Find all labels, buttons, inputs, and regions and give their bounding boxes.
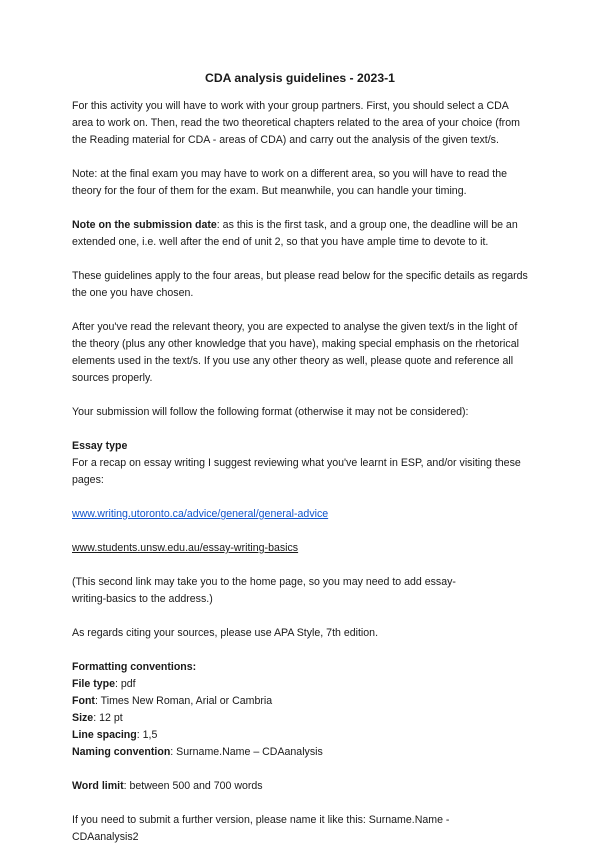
- word-limit-paragraph: [72, 778, 528, 795]
- word-limit-value: : between 500 and 700 words: [123, 780, 263, 792]
- size-line: [72, 710, 528, 727]
- exam-note-paragraph: Note: at the final exam you may have to work on a different area, so you will have to read the theory for the four of them for the exam. But meanwhile, you can handle your timing.: [72, 168, 507, 197]
- line-spacing-value: : 1,5: [136, 729, 158, 741]
- line-spacing-label: Line spacing: [72, 729, 137, 741]
- utoronto-link[interactable]: www.writing.utoronto.ca/advice/general/general-advice: [72, 508, 329, 520]
- submission-date-text: : as this is the first task, and a group one, the deadline will be an extended one, i.e. well after the end of unit 2, so that you have ample time to devote to it.: [72, 219, 518, 248]
- font-value: : Times New Roman, Arial or Cambria: [94, 695, 273, 707]
- naming-convention-line: [72, 744, 528, 761]
- line-spacing-line: [72, 727, 528, 744]
- naming-convention-value: : Surname.Name – CDAanalysis: [170, 746, 323, 758]
- font-line: [72, 693, 528, 710]
- essay-type-text: For a recap on essay writing I suggest reviewing what you've learnt in ESP, and/or visiting these pages:: [72, 457, 521, 486]
- citing-paragraph: As regards citing your sources, please use APA Style, 7th edition.: [72, 627, 379, 639]
- document-title: CDA analysis guidelines - 2023-1: [205, 71, 395, 85]
- essay-type-heading: Essay type: [72, 440, 128, 452]
- submission-date-label: Note on the submission date: [72, 219, 217, 231]
- intro-paragraph: For this activity you will have to work with your group partners. First, you should select a CDA area to work on. Then, read the two theoretical chapters related to the area of your choice (from the Reading material for CDA - areas of CDA) and carry out the analysis of the given text/s.: [72, 100, 520, 146]
- link1-paragraph: [72, 506, 528, 523]
- file-type-line: [72, 676, 528, 693]
- submission-date-paragraph: [72, 217, 528, 251]
- essay-type-section: [72, 438, 528, 489]
- format-intro-paragraph: Your submission will follow the following format (otherwise it may not be considered):: [72, 406, 469, 418]
- theory-paragraph: After you've read the relevant theory, you are expected to analyse the given text/s in the light of the theory (plus any other knowledge that you have), making special emphasis on the rhetorical elements used in the text/s. If you use any other theory as well, please quote and reference all sources properly.: [72, 321, 519, 384]
- formatting-section: [72, 659, 528, 761]
- unsw-link[interactable]: www.students.unsw.edu.au/essay-writing-basics: [72, 542, 299, 554]
- file-type-label: File type: [72, 678, 115, 690]
- link-note-paragraph: (This second link may take you to the home page, so you may need to add essay-writing-basics to the address.): [72, 576, 456, 605]
- file-type-value: : pdf: [114, 678, 136, 690]
- word-limit-label: Word limit: [72, 780, 124, 792]
- size-value: : 12 pt: [93, 712, 123, 724]
- formatting-heading: Formatting conventions:: [72, 661, 197, 673]
- font-label: Font: [72, 695, 95, 707]
- naming-convention-label: Naming convention: [72, 746, 171, 758]
- size-label: Size: [72, 712, 94, 724]
- guidelines-apply-paragraph: These guidelines apply to the four areas, but please read below for the specific details as regards the one you have chosen.: [72, 270, 528, 299]
- link2-paragraph: [72, 540, 528, 557]
- further-version-paragraph: If you need to submit a further version, please name it like this: Surname.Name - CDAanalysis2: [72, 814, 450, 843]
